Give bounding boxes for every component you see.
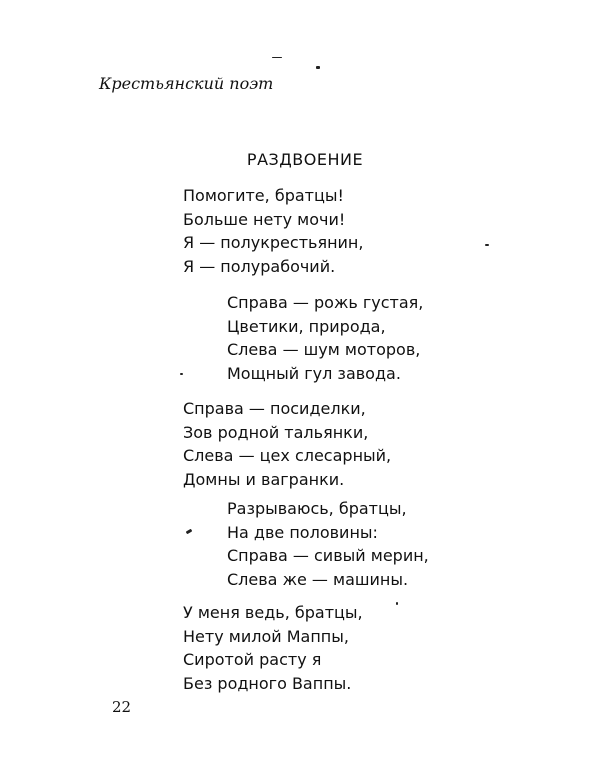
verse-line: Справа — рожь густая, bbox=[227, 293, 424, 312]
verse-line: Разрываюсь, братцы, bbox=[227, 499, 407, 518]
verse-line: Справа — посиделки, bbox=[183, 399, 366, 418]
running-head: Крестьянский поэт bbox=[99, 74, 274, 93]
stanza bbox=[227, 497, 429, 592]
verse-line: Домны и вагранки. bbox=[183, 470, 345, 490]
verse-line: Мощный гул завода. bbox=[227, 364, 401, 384]
scan-speck bbox=[272, 57, 282, 58]
verse-line: Я — полурабочий. bbox=[183, 257, 336, 277]
verse-line: Цветики, природа, bbox=[227, 316, 386, 336]
scan-speck bbox=[186, 529, 193, 535]
verse-line: Слева — цех слесарный, bbox=[183, 446, 392, 466]
page-number: 22 bbox=[112, 698, 132, 716]
verse-line: Без родного Ваппы. bbox=[183, 674, 352, 694]
scan-speck bbox=[180, 373, 183, 375]
verse-line: Сиротой расту я bbox=[183, 650, 322, 670]
scan-speck bbox=[396, 602, 398, 605]
verse-line: Зов родной тальянки, bbox=[183, 422, 369, 442]
verse-line: Больше нету мочи! bbox=[183, 209, 346, 229]
stanza bbox=[183, 601, 363, 696]
stanza bbox=[183, 397, 391, 492]
verse-line: На две половины: bbox=[227, 522, 378, 542]
verse-line: Нету милой Маппы, bbox=[183, 626, 349, 646]
scan-speck bbox=[316, 66, 320, 69]
scan-speck bbox=[485, 244, 489, 246]
verse-line: У меня ведь, братцы, bbox=[183, 603, 363, 622]
verse-line: Справа — сивый мерин, bbox=[227, 546, 429, 566]
verse-line: Слева — шум моторов, bbox=[227, 340, 421, 360]
verse-line: Помогите, братцы! bbox=[183, 186, 344, 205]
stanza bbox=[183, 184, 363, 279]
poem-title: РАЗДВОЕНИЕ bbox=[246, 150, 364, 169]
verse-line: Слева же — машины. bbox=[227, 570, 409, 590]
stanza bbox=[227, 291, 423, 386]
verse-line: Я — полукрестьянин, bbox=[183, 233, 364, 253]
